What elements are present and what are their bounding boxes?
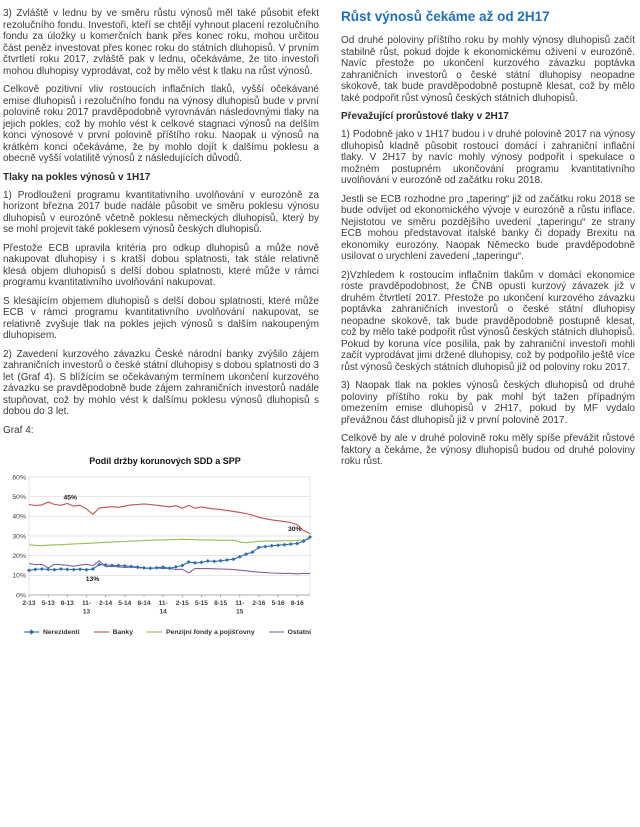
svg-text:2-15: 2-15 [175,600,189,607]
svg-text:30%: 30% [12,533,26,541]
svg-text:30%: 30% [287,526,302,534]
paragraph-point2-right: 2)Vzhledem k rostoucím inflačním tlakům v domácí ekonomice roste pravděpodobnost, že ČNB opustí kurzový závazek již v druhém čtvrtletí 2017. Přestože po ukončení kurzového závazku poptávka zahraničních investorů o české státní dluhopisy neopadne skokově, tak bude pravděpodobně postupně klesat, což by mělo také podpořit růst výnosů českých státních dluhopisů. Pokud by koruna více posílila, pak by zahraniční investoři mohli začít vyprodávat jimi držené dluhopisy, což by podpořilo ještě více růst výnosů českých státních dluhopisů již od poloviny roku 2017. [341,269,635,373]
svg-text:5-14: 5-14 [118,600,132,607]
right-column [341,8,635,636]
paragraph-ecb-criteria: Přestože ECB upravila kritéria pro odkup dluhopisů a může nově nakupovat dluhopisy i s kratší dobou splatnosti, tak stále relativně klesá objem dluhopisů s delší dobou splatnosti, které může v rámci programu kvantitativního uvolňování nakupovat. [3,242,319,288]
chart-legend [17,628,317,636]
chart-canvas [3,469,317,627]
legend-marker-icon [93,628,110,636]
paragraph-point3-right: 3) Naopak tlak na pokles výnosů českých dluhopisů od druhé poloviny příštího roku by pak mohl být tažen případným omezením emise dluhopisů v 2H17, pokud by MF vydalo převážnou část dluhopisů již v první polovině 2017. [341,380,635,426]
paragraph-point1-right: 1) Podobně jako v 1H17 budou i v druhé polovině 2017 na výnosy dluhopisů kladně působit rostoucí domácí i zahraniční inflační tlaky. V 2H17 by navíc mohly výnosy podpořit i spekulace o možném postupném ukončování programu kvantitativního uvolňování v eurozóně od začátku roku 2018. [341,129,635,186]
paragraph-point1: 1) Prodloužení programu kvantitativního uvolňování v eurozóně za horizont března 2017 bude nadále působit ve směru poklesu výnosu dluhopisů v eurozóně včetně poklesu německých dluhopisů, který by se mohl projevit také poklesem výnosů českých dluhopisů. [3,189,319,235]
svg-text:15: 15 [236,608,244,616]
paragraph-conclusion: Celkově by ale v druhé polovině roku měly spíše převážit růstové faktory a čekáme, že výnosy dluhopisů budou od druhé poloviny roku růst. [341,433,635,467]
main-heading-2h17: Růst výnosů čekáme až od 2H17 [341,9,550,24]
svg-text:40%: 40% [12,513,26,521]
svg-text:0%: 0% [16,592,26,600]
left-column [3,8,319,636]
legend-marker-icon [146,628,163,636]
svg-text:8-15: 8-15 [214,600,228,607]
svg-text:8-13: 8-13 [60,600,74,607]
svg-text:13%: 13% [85,575,100,583]
paragraph-declining-volume: S klesajícím objemem dluhopisů s delší dobou splatnosti, které může ECB v rámci programu kvantitativního uvolňování nakupovat, se relativně zvyšuje tlak na pokles jejich výnosů s dalším nakoupeným dluhopisem. [3,295,319,341]
legend-marker-icon [23,628,40,636]
svg-text:8-14: 8-14 [137,600,151,607]
svg-text:5-13: 5-13 [41,600,55,607]
legend-item-penzijni-fondy: Penzijní fondy a pojišťovny [146,628,255,636]
paragraph-intro: Od druhé poloviny příštího roku by mohly výnosy dluhopisů začít stabilně růst, pokud dojde k ekonomickému oživení v eurozóně. Navíc přestože po ukončení kurzového závazku poptávka zahraničních investorů o české státní dluhopisy neopadne skokově, tak bude pravděpodobně postupně klesat, což by mělo také podpořit růst výnosů českých státních dluhopisů. [341,35,635,104]
paragraph-tapering: Jestli se ECB rozhodne pro „tapering“ již od začátku roku 2018 se bude odvíjet od ekonomického vývoje v eurozóně a růstu inflace. Nejistotou ve směru pozdějšího uvedení „taperingu“ ze strany ECB mohou představovat italské banky či dopady Brexitu na ekonomiky eurozóny. Naopak Německo bude pravděpodobně usilovat o urychlení zavedení „taperingu“. [341,193,635,262]
svg-text:45%: 45% [63,494,78,502]
svg-text:13: 13 [82,608,91,616]
legend-item-banky: Banky [93,628,133,636]
svg-text:14: 14 [159,608,167,616]
section-heading-1h17: Tlaky na pokles výnosů v 1H17 [3,171,151,183]
svg-text:5-16: 5-16 [271,600,285,607]
svg-text:50%: 50% [12,494,26,502]
svg-text:20%: 20% [12,553,26,561]
svg-text:11-: 11- [158,600,168,607]
section-heading-prorust: Převažující prorůstové tlaky v 2H17 [341,111,509,122]
svg-text:5-15: 5-15 [194,600,208,607]
paragraph-point2: 2) Zavedení kurzového závazku České národní banky zvýšilo zájem zahraničních investorů o české státní dluhopisy s dobou splatnosti do 3 let (Graf 4). S blížícím se očekávaným termínem ukončení kurzového závazku se pravděpodobně bude zájem zahraničních investorů nadále stupňovat, což by mohlo vést k dalšímu poklesu výnosů dluhopisů s dobou do 3 let. [3,348,319,417]
svg-text:10%: 10% [12,572,26,580]
svg-text:2-16: 2-16 [252,600,266,607]
chart-title: Podíl držby korunových SDD a SPP [89,456,241,466]
paragraph-point3: 3) Zvláště v lednu by ve směru růstu výnosů měl také působit efekt rezolučního fondu. Investoři, kteří se chtějí vyhnout placení rezolučního fondu za úložky u komerčních bank přes konec roku, mohou určitou část peněz investovat přes konec roku do státních dluhopisů. V prvním čtvrtletí roku 2017, zvláště pak v lednu, očekáváme, že tito investoři mohou dluhopisy vyprodávat, což by mělo vést k tlaku na růst výnosů. [3,8,319,77]
figure-label: Graf 4: [3,424,34,436]
legend-item-ostatni: Ostatní [268,628,311,636]
svg-text:60%: 60% [12,474,26,482]
chart-graf4 [3,456,317,636]
svg-text:2-14: 2-14 [99,600,113,607]
legend-marker-icon [268,628,285,636]
svg-text:11-: 11- [235,600,245,607]
svg-text:8-16: 8-16 [290,600,304,607]
paragraph-overall-effect: Celkově pozitivní vliv rostoucích inflačních tlaků, vyšší očekávané emise dluhopisů i rezolučního fondu na výnosy dluhopisů bude v první polovině roku 2017 pravděpodobně vyrovnáván následovnými tlaky na jejich pokles, což by mohlo vést k celkové stagnaci výnosů na delším konci výnosové v první polovině příštího roku. Naopak u výnosů na krátkém konci očekáváme, že by mohlo dojít k dalšímu poklesu a obecně vyšší volatilitě výnosů z následujících důvodů. [3,84,319,164]
legend-item-nerezidenti: Nerezidenti [23,628,80,636]
svg-text:11-: 11- [81,600,92,607]
svg-text:2-13: 2-13 [22,600,36,607]
